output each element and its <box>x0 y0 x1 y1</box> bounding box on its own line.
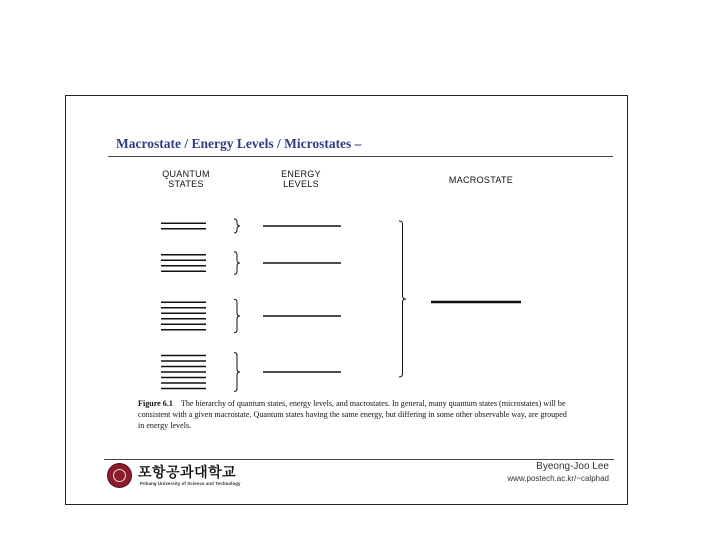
footer-rule <box>104 459 614 460</box>
university-english-name: Pohang University of Science and Technology <box>140 481 241 486</box>
group-brace <box>234 299 240 333</box>
header-energy-levels-line1: ENERGY <box>281 169 321 179</box>
slide <box>65 95 628 505</box>
header-energy-levels-line2: LEVELS <box>283 179 319 189</box>
university-name: 포항공과대학교 <box>138 464 237 480</box>
macrostate-brace <box>399 221 406 377</box>
group-brace <box>234 353 240 392</box>
figure-label: Figure 6.1 <box>138 399 173 408</box>
hierarchy-diagram <box>66 96 629 396</box>
figure-caption-text: The hierarchy of quantum states, energy levels, and macrostates. In general, many quantum states (microstates) will be consistent with a given macrostate. Quantum states having the same energy, but differing in some other observable way, are grouped in energy levels. <box>138 399 567 431</box>
university-logo <box>107 462 277 492</box>
author-name: Byeong-Joo Lee <box>536 461 609 472</box>
group-brace <box>234 219 240 233</box>
university-seal-icon <box>107 463 132 488</box>
header-quantum-states-line1: QUANTUM <box>162 169 210 179</box>
slide-title: Macrostate / Energy Levels / Microstates – <box>116 136 362 151</box>
header-macrostate-line1: MACROSTATE <box>448 175 514 185</box>
figure-caption <box>138 398 568 432</box>
group-brace <box>234 252 240 275</box>
author-url: www.postech.ac.kr/~calphad <box>507 474 609 483</box>
header-quantum-states-line2: STATES <box>168 179 204 189</box>
